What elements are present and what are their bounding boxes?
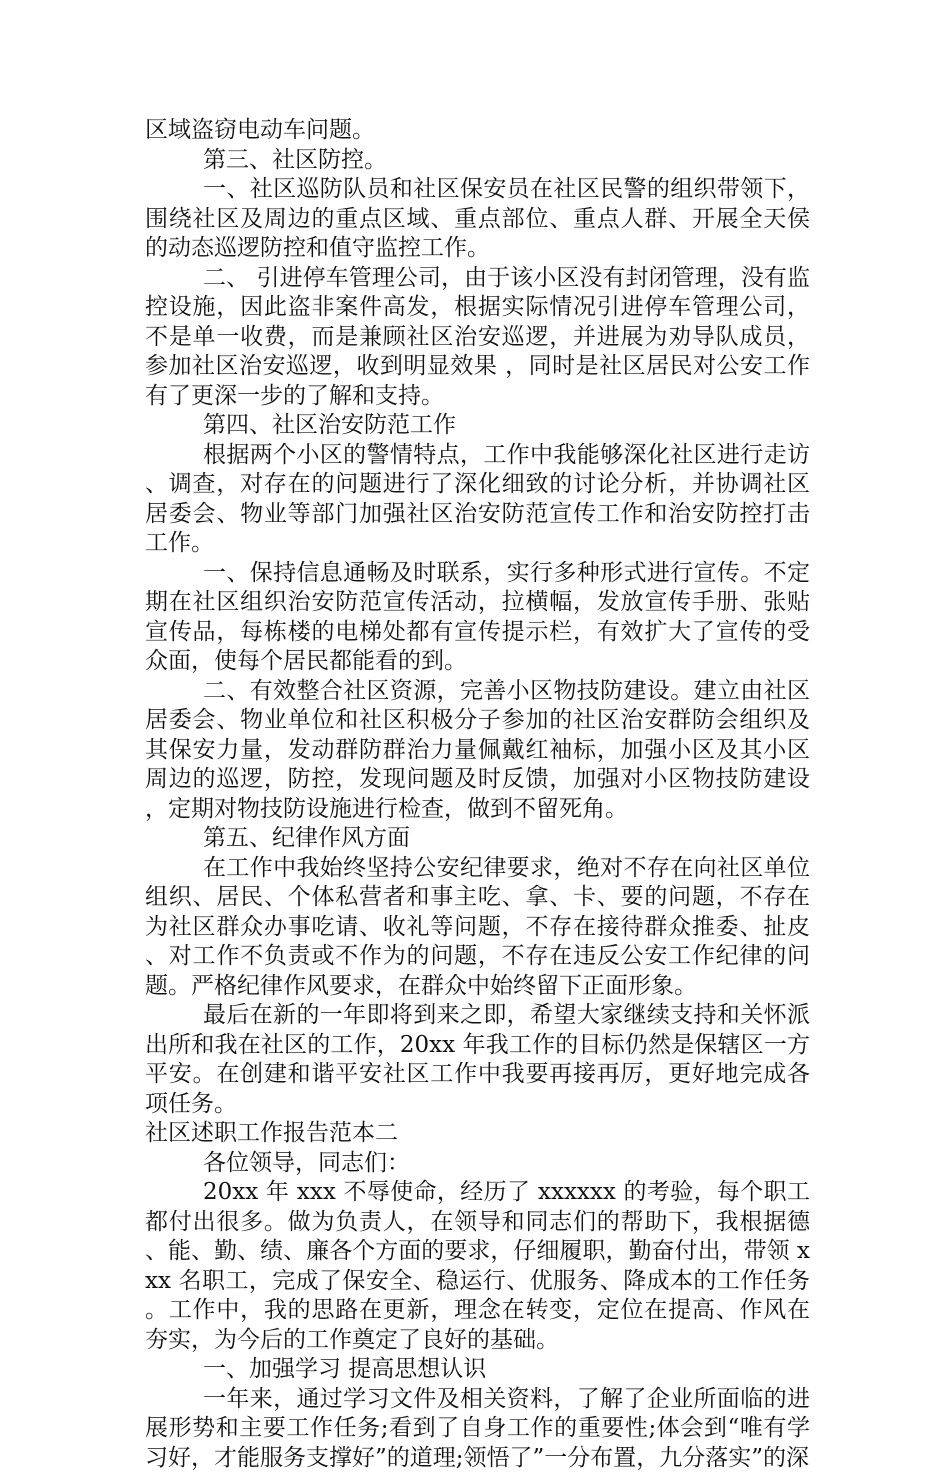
paragraph: 区域盗窃电动车问题。 [145, 116, 810, 146]
paragraph: 根据两个小区的警情特点，工作中我能够深化社区进行走访、调查，对存在的问题进行了深化细致的讨论分析，并协调社区居委会、物业等部门加强社区治安防范宣传工作和治安防控打击工作。 [145, 441, 810, 559]
paragraph: 二、有效整合社区资源，完善小区物技防建设。建立由社区居委会、物业单位和社区积极分子参加的社区治安群防会组织及其保安力量，发动群防群治力量佩戴红袖标，加强小区及其小区周边的巡逻，防控，发现问题及时反馈，加强对小区物技防建设，定期对物技防设施进行检查，做到不留死角。 [145, 677, 810, 825]
paragraph: 二、 引进停车管理公司，由于该小区没有封闭管理，没有监控设施，因此盗非案件高发，根据实际情况引进停车管理公司，不是单一收费，而是兼顾社区治安巡逻，并进展为劝导队成员，参加社区治安巡逻，收到明显效果 ，同时是社区居民对公安工作有了更深一步的了解和支持。 [145, 264, 810, 412]
paragraph: 20xx 年 xxx 不辱使命，经历了 xxxxxx 的考验，每个职工都付出很多。做为负责人，在领导和同志们的帮助下，我根据德、能、勤、绩、廉各个方面的要求，仔细履职，勤奋付出，带领 xxx 名职工，完成了保安全、稳运行、优服务、降成本的工作任务。工作中，我的思路在更新，理念在转变，定位在提高、作风在夯实，为今后的工作奠定了良好的基础。 [145, 1178, 810, 1355]
paragraph: 在工作中我始终坚持公安纪律要求，绝对不存在向社区单位组织、居民、个体私营者和事主吃、拿、卡、要的问题，不存在为社区群众办事吃请、收礼等问题，不存在接待群众推委、扯皮、对工作不负责或不作为的问题，不存在违反公安工作纪律的问题。严格纪律作风要求，在群众中始终留下正面形象。 [145, 854, 810, 1002]
document-body [145, 116, 810, 1473]
paragraph: 最后在新的一年即将到来之即，希望大家继续支持和关怀派出所和我在社区的工作，20xx 年我工作的目标仍然是保辖区一方平安。在创建和谐平安社区工作中我要再接再厉，更好地完成各项任务。 [145, 1001, 810, 1119]
paragraph: 一年来，通过学习文件及相关资料，了解了企业所面临的进展形势和主要工作任务;看到了自身工作的重要性;体会到“唯有学习好，才能服务支撑好”的道理;领悟了”一分布置，九分落实”的深 [145, 1385, 810, 1473]
section-heading: 第五、纪律作风方面 [145, 824, 810, 854]
document-subtitle: 社区述职工作报告范本二 [145, 1119, 810, 1149]
paragraph: 一、社区巡防队员和社区保安员在社区民警的组织带领下，围绕社区及周边的重点区域、重点部位、重点人群、开展全天侯的动态巡逻防控和值守监控工作。 [145, 175, 810, 264]
section-heading: 第四、社区治安防范工作 [145, 411, 810, 441]
section-heading: 第三、社区防控。 [145, 146, 810, 176]
section-heading: 一、加强学习 提高思想认识 [145, 1355, 810, 1385]
paragraph: 一、保持信息通畅及时联系，实行多种形式进行宣传。不定期在社区组织治安防范宣传活动，拉横幅，发放宣传手册、张贴宣传品，每栋楼的电梯处都有宣传提示栏，有效扩大了宣传的受众面，使每个居民都能看的到。 [145, 559, 810, 677]
salutation: 各位领导，同志们： [145, 1149, 810, 1179]
